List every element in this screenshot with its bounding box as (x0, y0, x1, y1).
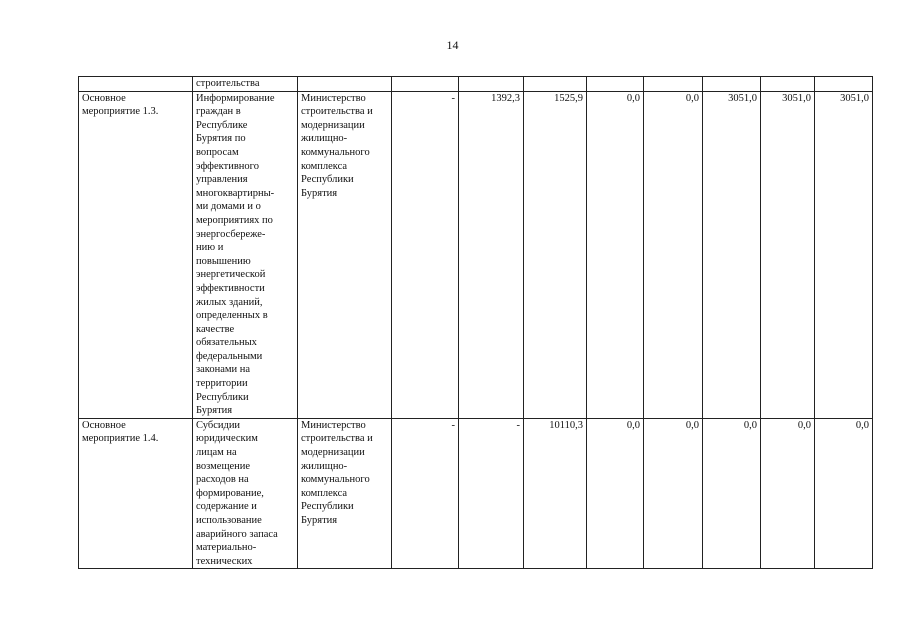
cell-value-col-1 (392, 418, 459, 569)
cell-text: 0,0 (626, 419, 640, 431)
cell-text: 1525,9 (554, 92, 583, 104)
cell-responsible-executor (298, 77, 392, 92)
cell-value-col-2 (459, 91, 524, 418)
cell-text: 1392,3 (491, 92, 520, 104)
cell-text: 0,0 (685, 419, 699, 431)
cell-text: Основное мероприятие 1.4. (82, 419, 159, 445)
cell-activity-name (79, 77, 193, 92)
table-row (79, 91, 873, 418)
cell-text: 0,0 (626, 92, 640, 104)
cell-responsible-executor (298, 418, 392, 569)
cell-value-col-5 (644, 77, 703, 92)
cell-value-col-8 (815, 418, 873, 569)
page-number: 14 (446, 38, 459, 52)
cell-value-col-6 (703, 77, 761, 92)
cell-value-col-8 (815, 77, 873, 92)
cell-text: - (451, 419, 455, 431)
cell-value-col-7 (761, 418, 815, 569)
cell-value-col-2 (459, 77, 524, 92)
cell-text: 3051,0 (728, 92, 757, 104)
cell-value-col-4 (587, 91, 644, 418)
cell-value-col-4 (587, 77, 644, 92)
cell-value-col-3 (524, 418, 587, 569)
cell-value-col-8 (815, 91, 873, 418)
program-activities-table (78, 76, 873, 569)
cell-value-col-4 (587, 418, 644, 569)
cell-activity-description (193, 77, 298, 92)
cell-value-col-6 (703, 418, 761, 569)
cell-text: 0,0 (797, 419, 811, 431)
cell-text: Министерство строительства и модернизации жилищно- коммунального комплекса Республики Бурятия (301, 92, 373, 199)
cell-value-col-3 (524, 77, 587, 92)
cell-text: 3051,0 (782, 92, 811, 104)
cell-text: Субсидии юридическим лицам на возмещение расходов на формирование, содержание и использование аварийного запаса материально- технических (196, 419, 278, 567)
cell-value-col-6 (703, 91, 761, 418)
cell-value-col-7 (761, 91, 815, 418)
cell-value-col-5 (644, 91, 703, 418)
cell-text: 0,0 (743, 419, 757, 431)
cell-text: Министерство строительства и модернизации жилищно- коммунального комплекса Республики Бурятия (301, 419, 373, 526)
cell-value-col-5 (644, 418, 703, 569)
cell-text: 10110,3 (549, 419, 583, 431)
table-row (79, 418, 873, 569)
cell-text: Информирование граждан в Республике Бурятия по вопросам эффективного управления многоквартирны- ми домами и о мероприятиях по энергосбереже- нию и повышению энергетической эффективности жилых зданий, определенных в качестве обязательных федеральными законами на территории Республики Бурятия (196, 92, 275, 417)
cell-value-col-2 (459, 418, 524, 569)
cell-value-col-3 (524, 91, 587, 418)
cell-text: строительства (196, 78, 260, 89)
cell-activity-description (193, 418, 298, 569)
cell-value-col-7 (761, 77, 815, 92)
cell-text: Основное мероприятие 1.3. (82, 92, 159, 118)
cell-value-col-1 (392, 77, 459, 92)
cell-text: 0,0 (855, 419, 869, 431)
cell-value-col-1 (392, 91, 459, 418)
cell-text: - (451, 92, 455, 104)
cell-text: 3051,0 (840, 92, 869, 104)
cell-activity-name (79, 418, 193, 569)
cell-text: - (516, 419, 520, 431)
cell-activity-name (79, 91, 193, 418)
table-row (79, 77, 873, 92)
cell-responsible-executor (298, 91, 392, 418)
cell-text: 0,0 (685, 92, 699, 104)
cell-activity-description (193, 91, 298, 418)
